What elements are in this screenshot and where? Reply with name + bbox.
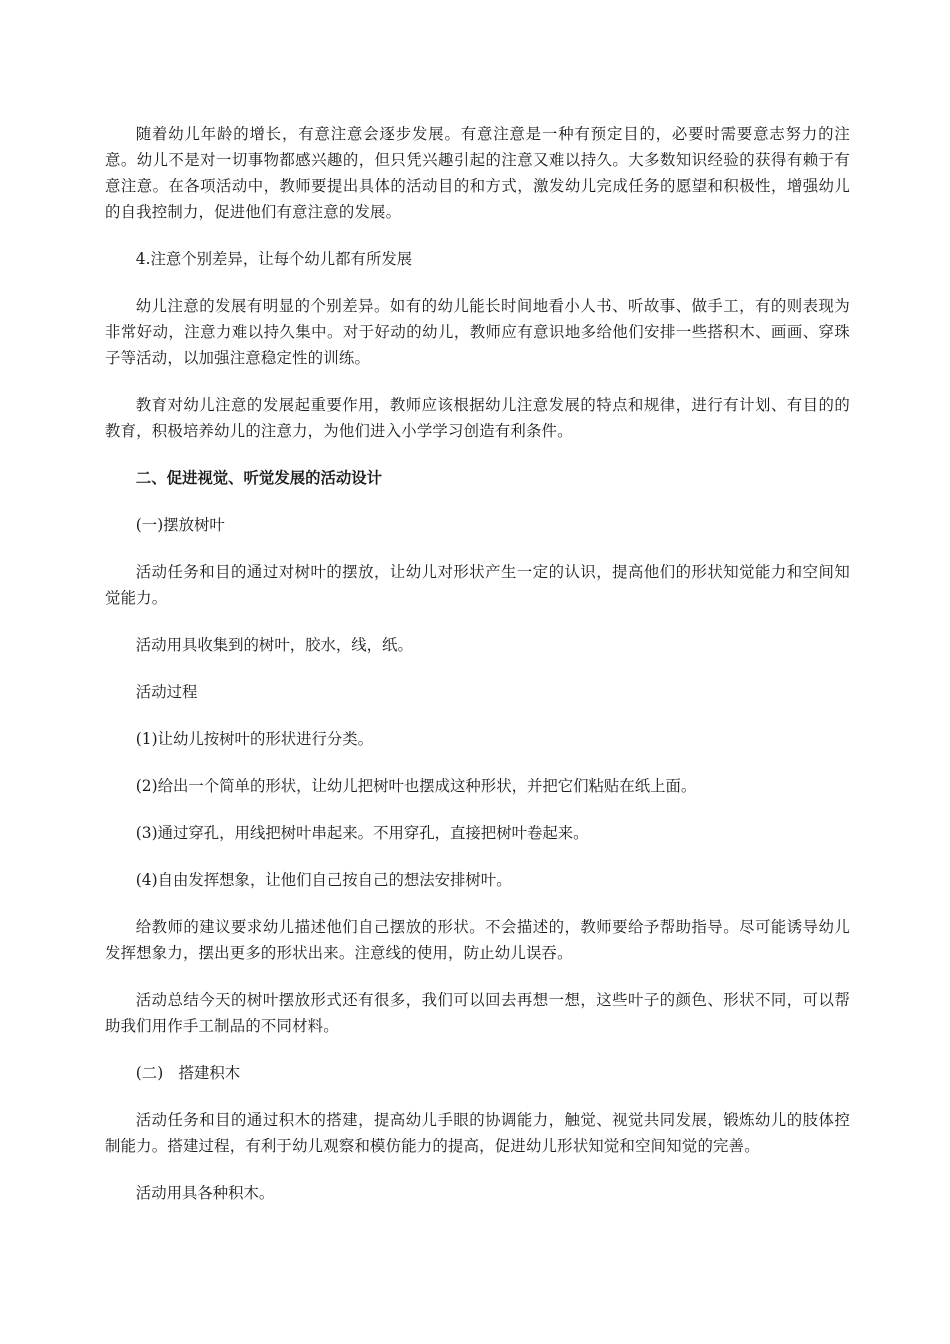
activity-title-leaves: (一)摆放树叶 [135,516,225,534]
paragraph-leaves-summary: 活动总结今天的树叶摆放形式还有很多，我们可以回去再想一想，这些叶子的颜色、形状不同，可以帮助我们用作手工制品的不同材料。 [105,991,850,1035]
blocks-materials: 活动用具各种积木。 [135,1184,275,1202]
paragraph-individual-differences: 幼儿注意的发展有明显的个别差异。如有的幼儿能长时间地看小人书、听故事、做手工，有的则表现为非常好动，注意力难以持久集中。对于好动的幼儿，教师应有意识地多给他们安排一些搭积木、画画、穿珠子等活动，以加强注意稳定性的训练。 [105,297,850,367]
subheading-individual-differences: 4.注意个别差异，让每个幼儿都有所发展 [135,250,413,268]
paragraph-leaves-goal: 活动任务和目的通过对树叶的摆放，让幼儿对形状产生一定的认识，提高他们的形状知觉能力和空间知觉能力。 [105,563,850,607]
paragraph-blocks-goal: 活动任务和目的通过积木的搭建，提高幼儿手眼的协调能力，触觉、视觉共同发展，锻炼幼儿的肢体控制能力。搭建过程，有利于幼儿观察和模仿能力的提高，促进幼儿形状知觉和空间知觉的完善。 [105,1111,850,1155]
leaves-step-1: (1)让幼儿按树叶的形状进行分类。 [135,730,374,748]
leaves-step-4: (4)自由发挥想象，让他们自己按自己的想法安排树叶。 [135,871,512,889]
paragraph-leaves-advice: 给教师的建议要求幼儿描述他们自己摆放的形状。不会描述的，教师要给予帮助指导。尽可能诱导幼儿发挥想象力，摆出更多的形状出来。注意线的使用，防止幼儿误吞。 [105,918,850,962]
leaves-materials: 活动用具收集到的树叶，胶水，线，纸。 [135,636,413,654]
activity-title-blocks: (二) 搭建积木 [135,1064,241,1082]
paragraph-education-role: 教育对幼儿注意的发展起重要作用，教师应该根据幼儿注意发展的特点和规律，进行有计划、有目的的教育，积极培养幼儿的注意力，为他们进入小学学习创造有利条件。 [105,396,850,440]
section-heading-two: 二、促进视觉、听觉发展的活动设计 [135,469,383,487]
document-page [105,121,850,1227]
leaves-process-label: 活动过程 [135,683,198,701]
leaves-step-2: (2)给出一个简单的形状，让幼儿把树叶也摆成这种形状，并把它们粘贴在纸上面。 [135,777,697,795]
paragraph-intentional-attention: 随着幼儿年龄的增长，有意注意会逐步发展。有意注意是一种有预定目的，必要时需要意志努力的注意。幼儿不是对一切事物都感兴趣的，但只凭兴趣引起的注意又难以持久。大多数知识经验的获得有赖于有意注意。在各项活动中，教师要提出具体的活动目的和方式，激发幼儿完成任务的愿望和积极性，增强幼儿的自我控制力，促进他们有意注意的发展。 [105,125,850,221]
leaves-step-3: (3)通过穿孔，用线把树叶串起来。不用穿孔，直接把树叶卷起来。 [135,824,589,842]
